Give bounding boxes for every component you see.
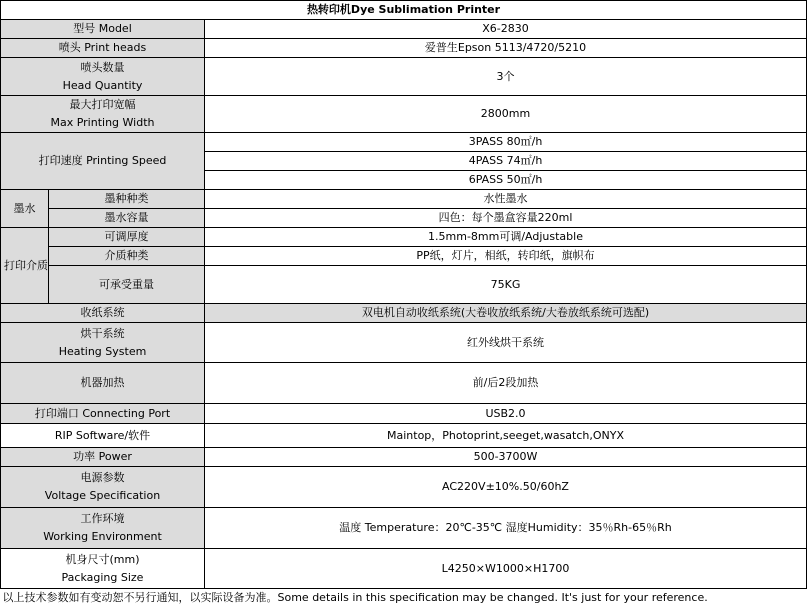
take-up-value: 双电机自动收纸系统(大卷收放纸系统/大卷放纸系统可选配) [205, 304, 807, 323]
print-heads-value: 爱普生Epson 5113/4720/5210 [205, 39, 807, 58]
media-thickness-label: 可调厚度 [49, 228, 205, 247]
packaging-label [1, 549, 205, 589]
heating-value: 红外线烘干系统 [205, 323, 807, 363]
power-value: 500-3700W [205, 448, 807, 467]
power-label: 功率 Power [1, 448, 205, 467]
max-width-label [1, 96, 205, 133]
port-value: USB2.0 [205, 404, 807, 424]
max-width-value: 2800mm [205, 96, 807, 133]
media-type-label: 介质种类 [49, 247, 205, 266]
media-group-label: 打印介质 [1, 228, 49, 304]
max-width-label-cn: 最大打印宽幅 [69, 98, 136, 111]
head-quantity-value: 3个 [205, 58, 807, 96]
rip-value: Maintop，Photoprint,seeget,wasatch,ONYX [205, 424, 807, 448]
packaging-label-cn: 机身尺寸(mm) [65, 552, 140, 566]
print-speed-label: 打印速度 Printing Speed [1, 133, 205, 190]
print-speed-3pass: 3PASS 80㎡/h [205, 133, 807, 152]
voltage-value: AC220V±10%.50/60hZ [205, 467, 807, 508]
model-value: X6-2830 [205, 20, 807, 39]
head-quantity-label-en: Head Quantity [62, 78, 143, 92]
ink-capacity-label: 墨水容量 [49, 209, 205, 228]
head-quantity-label [1, 58, 205, 96]
packaging-value: L4250×W1000×H1700 [205, 549, 807, 589]
environment-value: 温度 Temperature：20℃-35℃ 湿度Humidity：35％Rh-65％Rh [205, 508, 807, 549]
max-width-label-en: Max Printing Width [50, 116, 155, 129]
footnote: 以上技术参数如有变动恕不另行通知，以实际设备为准。Some details in this specification may be changed. It's just for your reference. [1, 589, 807, 608]
rip-label: RIP Software/软件 [1, 424, 205, 448]
packaging-label-en: Packaging Size [61, 570, 144, 584]
port-label: 打印端口 Connecting Port [1, 404, 205, 424]
print-speed-4pass: 4PASS 74㎡/h [205, 152, 807, 171]
model-label: 型号 Model [1, 20, 205, 39]
voltage-label-cn: 电源参数 [80, 471, 125, 484]
ink-type-value: 水性墨水 [205, 190, 807, 209]
head-quantity-label-cn: 喷头数量 [80, 60, 125, 74]
heating-label-cn: 烘干系统 [80, 326, 125, 340]
print-speed-6pass: 6PASS 50㎡/h [205, 171, 807, 190]
heating-label [1, 323, 205, 363]
media-weight-label: 可承受重量 [49, 266, 205, 304]
machine-heating-label: 机器加热 [1, 363, 205, 404]
machine-heating-value: 前/后2段加热 [205, 363, 807, 404]
environment-label-en: Working Environment [43, 530, 162, 543]
ink-capacity-value: 四色：每个墨盒容量220ml [205, 209, 807, 228]
print-heads-label: 喷头 Print heads [1, 39, 205, 58]
voltage-label-en: Voltage Specification [44, 489, 161, 502]
ink-group-label: 墨水 [1, 190, 49, 228]
media-thickness-value: 1.5mm-8mm可调/Adjustable [205, 228, 807, 247]
voltage-label [1, 467, 205, 508]
take-up-label: 收纸系统 [1, 304, 205, 323]
heating-label-en: Heating System [58, 344, 147, 358]
table-title: 热转印机Dye Sublimation Printer [1, 1, 807, 20]
environment-label-cn: 工作环境 [80, 512, 125, 525]
environment-label [1, 508, 205, 549]
media-weight-value: 75KG [205, 266, 807, 304]
media-type-value: PP纸，灯片，相纸，转印纸，旗帜布 [205, 247, 807, 266]
ink-type-label: 墨种种类 [49, 190, 205, 209]
